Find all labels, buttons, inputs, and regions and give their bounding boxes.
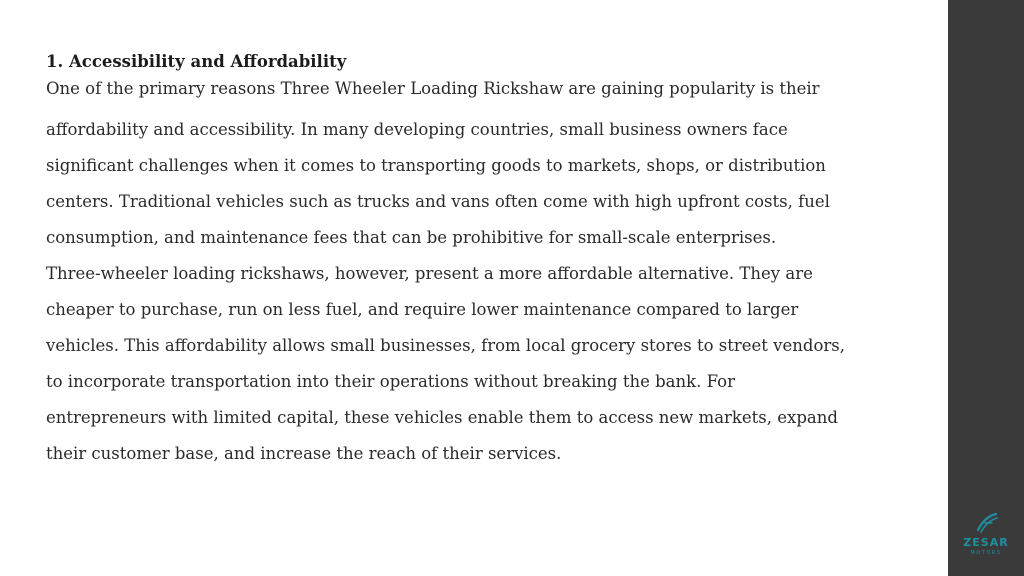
body-line: One of the primary reasons Three Wheeler Loading Rickshaw are gaining popularity is their [46, 79, 820, 98]
section-body [46, 76, 946, 472]
brand-sidebar [948, 0, 1024, 576]
brand-tagline: MOTORS [970, 550, 1002, 556]
slide-content [46, 50, 946, 472]
body-line: their customer base, and increase the reach of their services. [46, 444, 562, 463]
section-heading: 1. Accessibility and Affordability [46, 52, 347, 71]
brand-name: ZESAR [963, 536, 1009, 549]
body-line: consumption, and maintenance fees that can be prohibitive for small-scale enterprises. [46, 228, 777, 247]
body-line: Three-wheeler loading rickshaws, however, present a more affordable alternative. They are [46, 264, 813, 283]
body-line: entrepreneurs with limited capital, these vehicles enable them to access new markets, expand [46, 408, 838, 427]
body-line: vehicles. This affordability allows small businesses, from local grocery stores to street vendors, [46, 336, 845, 355]
zesar-logo-icon [972, 512, 1000, 534]
body-line: centers. Traditional vehicles such as trucks and vans often come with high upfront costs, fuel [46, 192, 830, 211]
body-line: affordability and accessibility. In many developing countries, small business owners face [46, 120, 788, 139]
body-line: cheaper to purchase, run on less fuel, and require lower maintenance compared to larger [46, 300, 799, 319]
brand-logo [948, 512, 1024, 562]
body-line: significant challenges when it comes to transporting goods to markets, shops, or distribution [46, 156, 826, 175]
body-line: to incorporate transportation into their operations without breaking the bank. For [46, 372, 735, 391]
